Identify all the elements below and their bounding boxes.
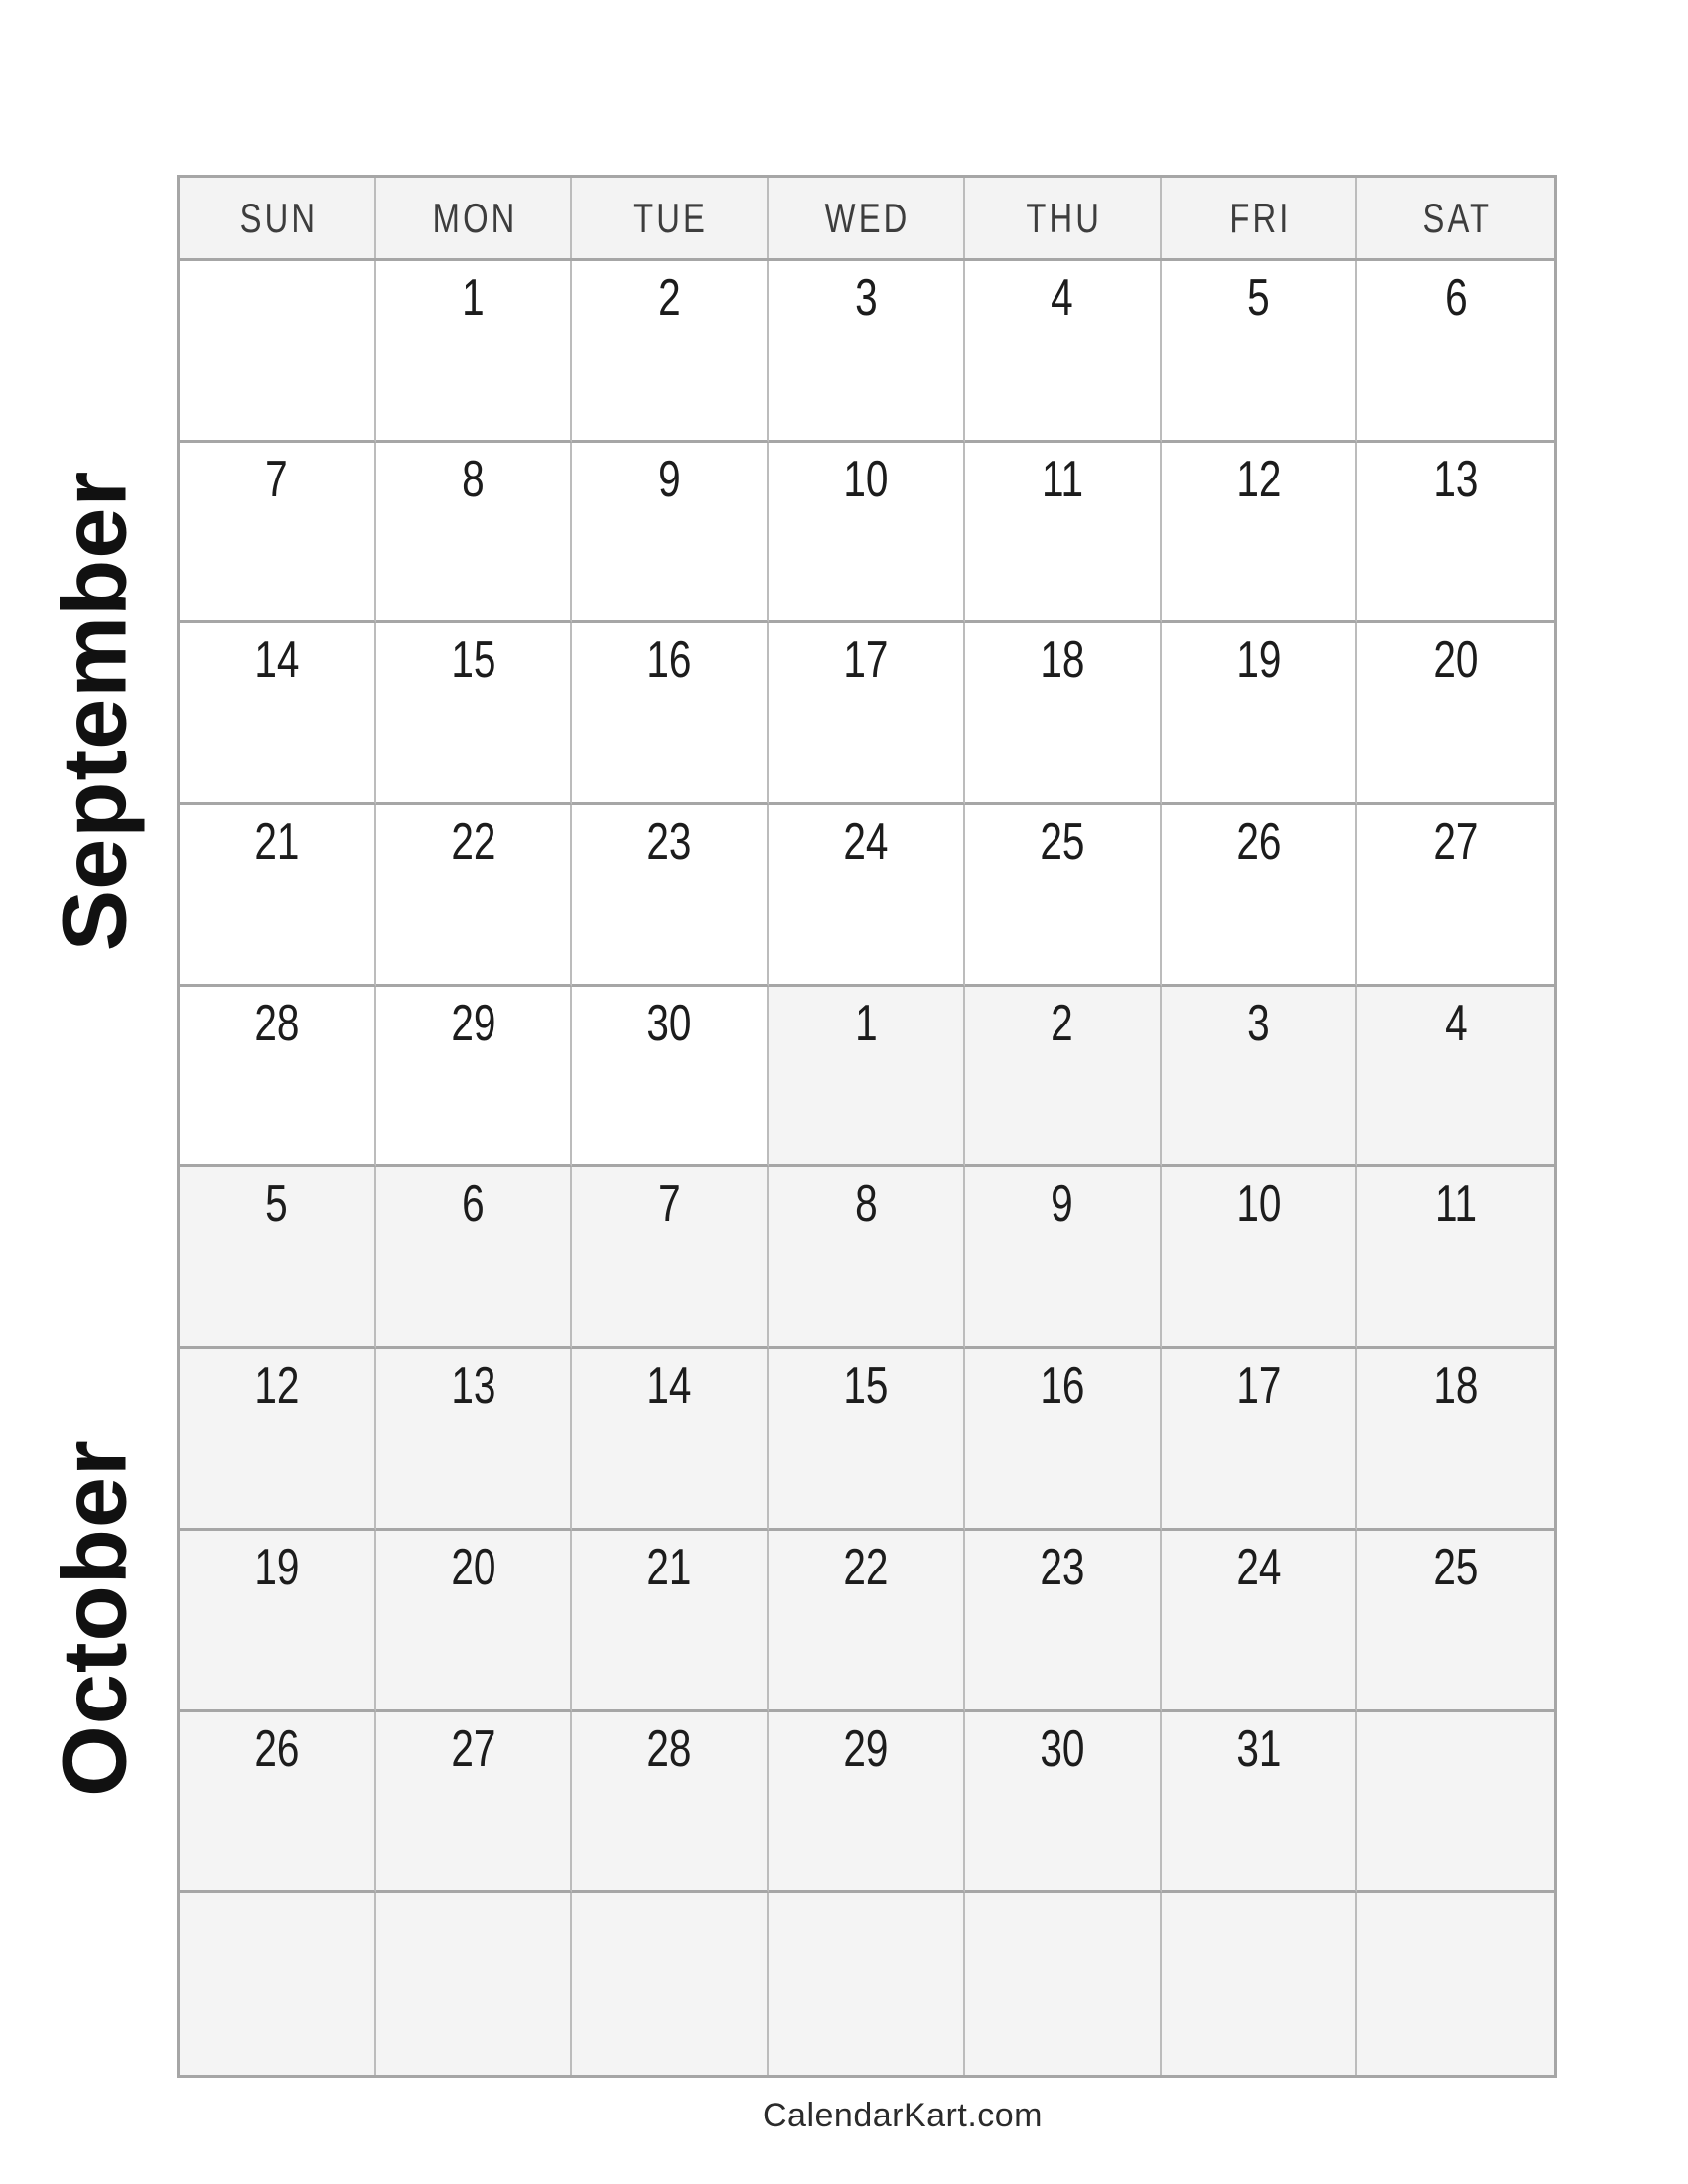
day-number: 13 bbox=[451, 1357, 496, 1416]
day-number: 1 bbox=[854, 994, 878, 1052]
day-number: 6 bbox=[1444, 269, 1468, 327]
day-number: 14 bbox=[254, 631, 300, 690]
day-number: 23 bbox=[1040, 1538, 1085, 1596]
weekday-label: MON bbox=[432, 194, 518, 241]
day-number: 5 bbox=[265, 1175, 289, 1234]
day-number: 20 bbox=[451, 1538, 496, 1596]
calendar-cell bbox=[1162, 443, 1358, 624]
day-number: 28 bbox=[646, 1719, 692, 1778]
calendar-cell bbox=[376, 987, 573, 1168]
day-number: 11 bbox=[1041, 450, 1083, 508]
day-number: 1 bbox=[462, 269, 485, 327]
calendar-cell bbox=[376, 1893, 573, 2075]
weekday-header-cell bbox=[180, 178, 376, 258]
calendar-cell bbox=[1357, 623, 1554, 805]
day-number: 25 bbox=[1433, 1538, 1478, 1596]
calendar-cell bbox=[1357, 261, 1554, 443]
calendar-cell bbox=[1162, 261, 1358, 443]
calendar-cell bbox=[180, 1531, 376, 1712]
calendar-cell bbox=[1162, 1893, 1358, 2075]
weekday-header-cell bbox=[572, 178, 769, 258]
day-number: 16 bbox=[1040, 1357, 1085, 1416]
calendar-cell bbox=[965, 1349, 1162, 1531]
calendar-cell bbox=[180, 1167, 376, 1349]
calendar-cell bbox=[572, 1531, 769, 1712]
day-number: 8 bbox=[462, 450, 485, 508]
day-number: 31 bbox=[1235, 1719, 1281, 1778]
day-number: 18 bbox=[1433, 1357, 1478, 1416]
calendar-cell bbox=[180, 1712, 376, 1894]
calendar-cell bbox=[769, 987, 965, 1168]
day-number: 12 bbox=[254, 1357, 300, 1416]
weekday-label: SAT bbox=[1422, 194, 1493, 241]
day-number: 30 bbox=[646, 994, 692, 1052]
calendar-cell bbox=[180, 261, 376, 443]
day-number: 26 bbox=[1235, 813, 1281, 872]
calendar-cell bbox=[965, 261, 1162, 443]
weekday-header-cell bbox=[769, 178, 965, 258]
calendar-cell bbox=[376, 805, 573, 987]
calendar-cell bbox=[180, 1349, 376, 1531]
day-number: 10 bbox=[843, 450, 889, 508]
day-number: 22 bbox=[843, 1538, 889, 1596]
calendar-cell bbox=[1357, 805, 1554, 987]
day-number: 8 bbox=[854, 1175, 878, 1234]
calendar-cell bbox=[1357, 1712, 1554, 1894]
calendar-cell bbox=[180, 623, 376, 805]
calendar-cell bbox=[1357, 443, 1554, 624]
footer-branding: CalendarKart.com bbox=[762, 2097, 1043, 2134]
calendar-cell bbox=[769, 1712, 965, 1894]
day-number: 17 bbox=[1235, 1357, 1281, 1416]
calendar-cell bbox=[1357, 1531, 1554, 1712]
calendar-cell bbox=[965, 1893, 1162, 2075]
day-number: 9 bbox=[657, 450, 681, 508]
weekday-header-cell bbox=[1357, 178, 1554, 258]
calendar-cell bbox=[180, 805, 376, 987]
calendar-cell bbox=[572, 1712, 769, 1894]
calendar-cell bbox=[180, 987, 376, 1168]
day-number: 17 bbox=[843, 631, 889, 690]
day-number: 10 bbox=[1235, 1175, 1281, 1234]
calendar-cell bbox=[965, 1712, 1162, 1894]
calendar-cell bbox=[376, 623, 573, 805]
day-number: 19 bbox=[1235, 631, 1281, 690]
day-number: 13 bbox=[1433, 450, 1478, 508]
calendar-cell bbox=[769, 443, 965, 624]
day-number: 27 bbox=[451, 1719, 496, 1778]
weekday-label: THU bbox=[1025, 194, 1102, 241]
day-number: 29 bbox=[843, 1719, 889, 1778]
calendar-cell bbox=[769, 1531, 965, 1712]
calendar-cell bbox=[769, 805, 965, 987]
day-number: 2 bbox=[657, 269, 681, 327]
calendar-cell bbox=[376, 1531, 573, 1712]
calendar-cell bbox=[572, 443, 769, 624]
calendar-cell bbox=[769, 623, 965, 805]
calendar-table bbox=[177, 175, 1557, 2078]
calendar-cell bbox=[965, 1167, 1162, 1349]
calendar-cell bbox=[572, 1349, 769, 1531]
calendar-cell bbox=[180, 1893, 376, 2075]
day-number: 9 bbox=[1051, 1175, 1073, 1234]
weekday-header-row bbox=[180, 178, 1554, 261]
day-number: 3 bbox=[854, 269, 878, 327]
calendar-cell bbox=[376, 443, 573, 624]
weekday-header-cell bbox=[1162, 178, 1358, 258]
day-number: 30 bbox=[1040, 1719, 1085, 1778]
day-number: 24 bbox=[1235, 1538, 1281, 1596]
calendar-cell bbox=[572, 623, 769, 805]
calendar-cell bbox=[1357, 1893, 1554, 2075]
calendar-cell bbox=[376, 1167, 573, 1349]
calendar-cell bbox=[769, 1893, 965, 2075]
calendar-cell bbox=[1357, 987, 1554, 1168]
weekday-label: WED bbox=[824, 194, 911, 241]
calendar-cell bbox=[572, 1893, 769, 2075]
weekday-label: SUN bbox=[239, 194, 318, 241]
day-number: 3 bbox=[1247, 994, 1270, 1052]
day-number: 20 bbox=[1433, 631, 1478, 690]
day-number: 11 bbox=[1435, 1175, 1477, 1234]
calendar-cell bbox=[1162, 1531, 1358, 1712]
calendar-cell bbox=[965, 443, 1162, 624]
day-number: 18 bbox=[1040, 631, 1085, 690]
calendar-cell bbox=[376, 261, 573, 443]
day-number: 12 bbox=[1235, 450, 1281, 508]
calendar-cell bbox=[1162, 1167, 1358, 1349]
calendar-cell bbox=[1162, 1712, 1358, 1894]
day-number: 26 bbox=[254, 1719, 300, 1778]
day-number: 27 bbox=[1433, 813, 1478, 872]
calendar-cell bbox=[376, 1349, 573, 1531]
calendar-cell bbox=[1162, 805, 1358, 987]
calendar-cell bbox=[965, 623, 1162, 805]
calendar-cell bbox=[572, 805, 769, 987]
calendar-cell bbox=[572, 261, 769, 443]
calendar-cell bbox=[965, 1531, 1162, 1712]
weekday-label: TUE bbox=[633, 194, 709, 241]
calendar-cell bbox=[965, 805, 1162, 987]
day-number: 25 bbox=[1040, 813, 1085, 872]
calendar-cell bbox=[1357, 1349, 1554, 1531]
calendar-grid bbox=[180, 261, 1554, 2075]
september-month-label: September bbox=[44, 470, 146, 952]
day-number: 4 bbox=[1444, 994, 1468, 1052]
weekday-label: FRI bbox=[1228, 194, 1292, 241]
calendar-cell bbox=[769, 261, 965, 443]
day-number: 14 bbox=[646, 1357, 692, 1416]
calendar-cell bbox=[1162, 987, 1358, 1168]
calendar-cell bbox=[572, 987, 769, 1168]
calendar-cell bbox=[965, 987, 1162, 1168]
calendar-cell bbox=[769, 1167, 965, 1349]
day-number: 5 bbox=[1247, 269, 1270, 327]
day-number: 2 bbox=[1051, 994, 1073, 1052]
calendar-cell bbox=[572, 1167, 769, 1349]
day-number: 16 bbox=[646, 631, 692, 690]
day-number: 21 bbox=[646, 1538, 692, 1596]
weekday-header-cell bbox=[376, 178, 573, 258]
calendar-cell bbox=[1162, 1349, 1358, 1531]
day-number: 15 bbox=[843, 1357, 889, 1416]
day-number: 19 bbox=[254, 1538, 300, 1596]
calendar-cell bbox=[180, 443, 376, 624]
day-number: 21 bbox=[254, 813, 300, 872]
weekday-header-cell bbox=[965, 178, 1162, 258]
day-number: 4 bbox=[1051, 269, 1073, 327]
october-month-label: October bbox=[44, 1439, 146, 1797]
day-number: 7 bbox=[657, 1175, 681, 1234]
calendar-cell bbox=[1357, 1167, 1554, 1349]
day-number: 29 bbox=[451, 994, 496, 1052]
day-number: 24 bbox=[843, 813, 889, 872]
day-number: 6 bbox=[462, 1175, 485, 1234]
day-number: 7 bbox=[265, 450, 289, 508]
day-number: 15 bbox=[451, 631, 496, 690]
calendar-cell bbox=[376, 1712, 573, 1894]
day-number: 23 bbox=[646, 813, 692, 872]
calendar-cell bbox=[769, 1349, 965, 1531]
calendar-cell bbox=[1162, 623, 1358, 805]
day-number: 22 bbox=[451, 813, 496, 872]
day-number: 28 bbox=[254, 994, 300, 1052]
